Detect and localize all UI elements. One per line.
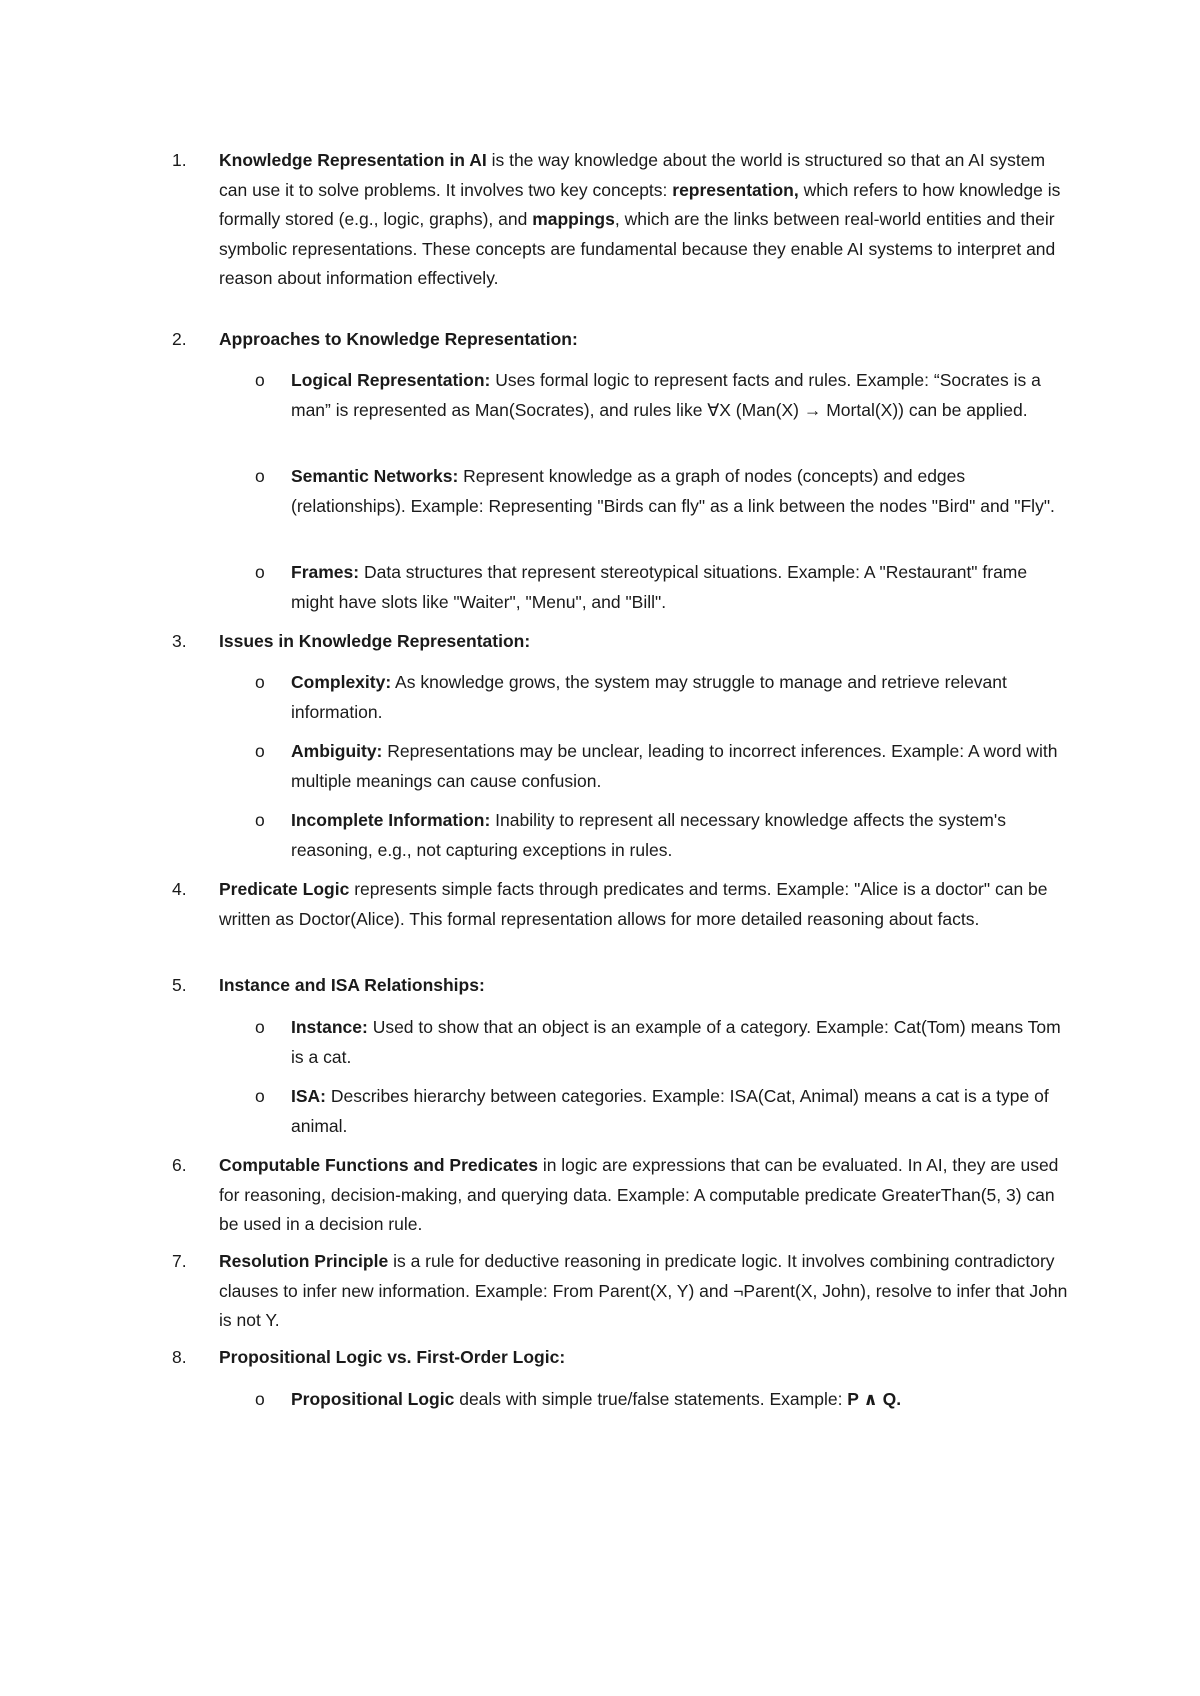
term: Complexity: — [291, 672, 392, 692]
list-number: 8. — [172, 1347, 187, 1367]
item-heading: Propositional Logic vs. First-Order Logic: — [219, 1347, 566, 1367]
term: representation, — [672, 179, 799, 200]
term: Propositional Logic — [291, 1389, 455, 1409]
term: Logical Representation: — [291, 370, 491, 390]
bullet-icon: o — [255, 672, 265, 692]
term: Ambiguity: — [291, 741, 383, 761]
item-paragraph: Predicate Logic represents simple facts through predicates and terms. Example: "Alice is a doctor" can be written as Doctor(Alice). This formal representation allows for more detailed reasoning about facts. — [219, 879, 1048, 929]
bullet-icon: o — [255, 370, 265, 390]
bullet-icon: o — [255, 466, 265, 486]
list-number: 7. — [172, 1251, 187, 1271]
sub-paragraph: Complexity: As knowledge grows, the system may struggle to manage and retrieve relevant information. — [291, 672, 1007, 722]
term: Computable Functions and Predicates — [219, 1155, 538, 1175]
term: Resolution Principle — [219, 1251, 389, 1271]
term: Frames: — [291, 562, 360, 582]
list-number: 2. — [172, 329, 187, 349]
item-heading: Approaches to Knowledge Representation: — [219, 329, 578, 349]
term: Knowledge Representation in AI — [219, 150, 487, 170]
term: Incomplete Information: — [291, 810, 491, 830]
sub-paragraph: Instance: Used to show that an object is an example of a category. Example: Cat(Tom) means Tom is a cat. — [291, 1017, 1061, 1067]
item-paragraph: Computable Functions and Predicates in logic are expressions that can be evaluated. In AI, they are used for reasoning, decision-making, and querying data. Example: A computable predicate GreaterThan(5, 3) can be used in a decision rule. — [219, 1155, 1059, 1234]
sub-paragraph: Propositional Logic deals with simple true/false statements. Example: P ∧ Q. — [291, 1389, 902, 1409]
sub-paragraph: ISA: Describes hierarchy between categories. Example: ISA(Cat, Animal) means a cat is a type of animal. — [291, 1086, 1049, 1136]
term: mappings — [532, 209, 615, 229]
bullet-icon: o — [255, 741, 265, 761]
sub-paragraph: Ambiguity: Representations may be unclear, leading to incorrect inferences. Example: A word with multiple meanings can cause confusion. — [291, 741, 1058, 791]
sub-paragraph: Frames: Data structures that represent stereotypical situations. Example: A "Restaurant" frame might have slots like "Waiter", "Menu", and "Bill". — [291, 562, 1028, 612]
sub-paragraph: Semantic Networks: Represent knowledge as a graph of nodes (concepts) and edges (relationships). Example: Representing "Birds can fly" as a link between the nodes "Bird" and "Fly". — [291, 466, 1055, 516]
sub-paragraph: Logical Representation: Uses formal logic to represent facts and rules. Example: “Socrates is a man” is represented as Man(Socrates), and rules like ∀X (Man(X) → Mortal(X)) can be applied. — [291, 370, 1041, 420]
bullet-icon: o — [255, 1017, 265, 1037]
term: ISA: — [291, 1086, 326, 1106]
term: Predicate Logic — [219, 879, 350, 899]
item-heading: Instance and ISA Relationships: — [219, 975, 485, 995]
list-number: 6. — [172, 1155, 187, 1175]
list-number: 1. — [172, 150, 187, 170]
item-paragraph: Knowledge Representation in AI is the way knowledge about the world is structured so that an AI system can use it to solve problems. It involves two key concepts: representation, which refers to how knowledge is formally stored (e.g., logic, graphs), and mappings, which are the links between real-world entities and their symbolic representations. These concepts are fundamental because they enable AI systems to interpret and reason about information effectively. — [219, 150, 1061, 288]
bullet-icon: o — [255, 1389, 265, 1409]
term: P ∧ Q. — [847, 1389, 902, 1409]
list-number: 3. — [172, 631, 187, 651]
list-number: 4. — [172, 879, 187, 899]
item-paragraph: Resolution Principle is a rule for deductive reasoning in predicate logic. It involves combining contradictory clauses to infer new information. Example: From Parent(X, Y) and ¬Parent(X, John), resolve to infer that John is not Y. — [219, 1251, 1068, 1330]
term: Semantic Networks: — [291, 466, 459, 486]
item-heading: Issues in Knowledge Representation: — [219, 631, 531, 651]
term: Instance: — [291, 1017, 368, 1037]
sub-paragraph: Incomplete Information: Inability to represent all necessary knowledge affects the system's reasoning, e.g., not capturing exceptions in rules. — [291, 810, 1006, 860]
bullet-icon: o — [255, 1086, 265, 1106]
bullet-icon: o — [255, 810, 265, 830]
list-number: 5. — [172, 975, 187, 995]
bullet-icon: o — [255, 562, 265, 582]
